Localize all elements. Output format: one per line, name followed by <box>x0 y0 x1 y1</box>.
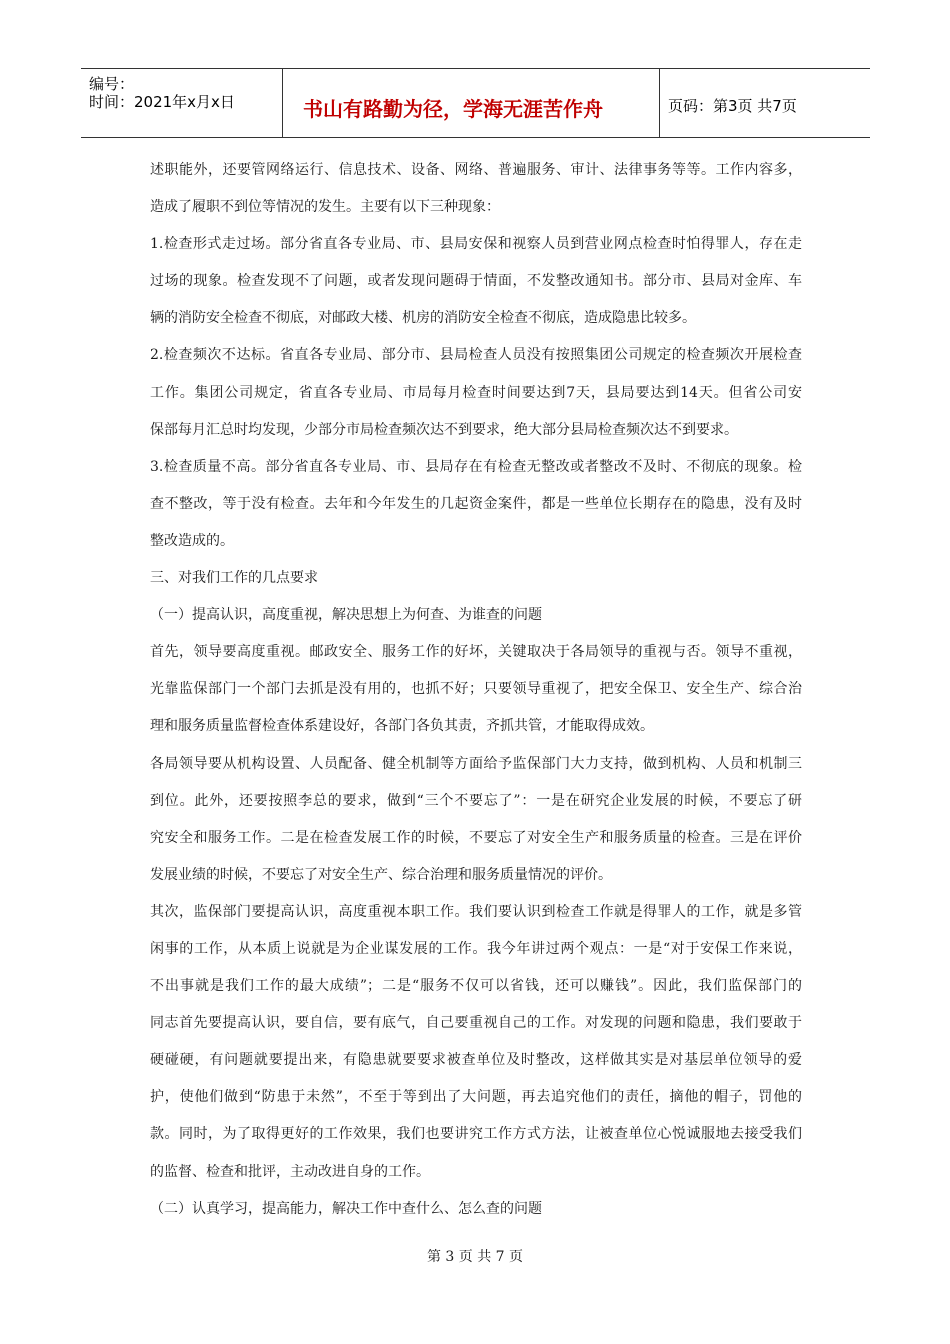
text-line: 理和服务质量监督检查体系建设好，各部门各负其责，齐抓共管，才能取得成效。 <box>150 718 654 735</box>
text-line: 三、对我们工作的几点要求 <box>150 570 318 587</box>
text-line: 同志首先要提高认识，要自信，要有底气，自己要重视自己的工作。对发现的问题和隐患，我们要敢于 <box>150 1015 802 1032</box>
text-line: 闲事的工作，从本质上说就是为企业谋发展的工作。我今年讲过两个观点：一是“对于安保工作来说， <box>150 940 802 957</box>
text-line: 的监督、检查和批评，主动改进自身的工作。 <box>150 1163 430 1180</box>
serial-label: 编号： <box>89 75 135 93</box>
text-line: 造成了履职不到位等情况的发生。主要有以下三种现象： <box>150 199 500 216</box>
text-line: 款。同时，为了取得更好的工作效果，我们也要讲究工作方式方法，让被查单位心悦诚服地去接受我们 <box>150 1126 802 1143</box>
text-line: 光靠监保部门一个部门去抓是没有用的，也抓不好；只要领导重视了，把安全保卫、安全生产、综合治 <box>150 681 802 698</box>
text-line: 其次，监保部门要提高认识，高度重视本职工作。我们要认识到检查工作就是得罪人的工作，就是多管 <box>150 903 802 920</box>
text-line: 保部每月汇总时均发现，少部分市局检查频次达不到要求，绝大部分县局检查频次达不到要求。 <box>150 421 738 438</box>
text-line: 3.检查质量不高。部分省直各专业局、市、县局存在有检查无整改或者整改不及时、不彻底的现象。检 <box>150 458 802 475</box>
text-line: 2.检查频次不达标。省直各专业局、部分市、县局检查人员没有按照集团公司规定的检查频次开展检查 <box>150 347 802 364</box>
text-line: （一）提高认识，高度重视，解决思想上为何查、为谁查的问题 <box>150 607 542 624</box>
header-motto-cell <box>283 69 660 137</box>
time-label: 时间：2021年x月x日 <box>89 93 235 111</box>
text-line: 辆的消防安全检查不彻底，对邮政大楼、机房的消防安全检查不彻底，造成隐患比较多。 <box>150 310 696 327</box>
text-line: 究安全和服务工作。二是在检查发展工作的时候，不要忘了对安全生产和服务质量的检查。三是在评价 <box>150 829 802 846</box>
text-line: 工作。集团公司规定，省直各专业局、市局每月检查时间要达到7天，县局要达到14天。但省公司安 <box>150 384 802 401</box>
text-line: 述职能外，还要管网络运行、信息技术、设备、网络、普遍服务、审计、法律事务等等。工作内容多， <box>150 162 802 178</box>
text-line: 到位。此外，还要按照李总的要求，做到“三个不要忘了”：一是在研究企业发展的时候，不要忘了研 <box>150 792 802 809</box>
header-meta-cell <box>81 69 283 137</box>
text-line: 护，使他们做到“防患于未然”，不至于等到出了大问题，再去追究他们的责任，摘他的帽子，罚他的 <box>150 1089 802 1106</box>
text-line: （二）认真学习，提高能力，解决工作中查什么、怎么查的问题 <box>150 1200 542 1217</box>
text-line: 硬碰硬，有问题就要提出来，有隐患就要要求被查单位及时整改，这样做其实是对基层单位领导的爱 <box>150 1052 802 1069</box>
text-line: 整改造成的。 <box>150 532 234 549</box>
text-line: 发展业绩的时候，不要忘了对安全生产、综合治理和服务质量情况的评价。 <box>150 866 612 883</box>
text-line: 不出事就是我们工作的最大成绩”；二是“服务不仅可以省钱，还可以赚钱”。因此，我们监保部门的 <box>150 978 802 995</box>
motto-text: 书山有路勤为径，学海无涯苦作舟 <box>303 97 603 121</box>
text-line: 首先，领导要高度重视。邮政安全、服务工作的好坏，关键取决于各局领导的重视与否。领导不重视， <box>150 644 802 661</box>
page-header <box>81 68 870 138</box>
document-body <box>150 152 802 1228</box>
text-line: 查不整改，等于没有检查。去年和今年发生的几起资金案件，都是一些单位长期存在的隐患，没有及时 <box>150 495 802 512</box>
page-number-label: 页码：第3页 共7页 <box>668 97 797 115</box>
text-line: 各局领导要从机构设置、人员配备、健全机制等方面给予监保部门大力支持，做到机构、人员和机制三 <box>150 755 802 772</box>
text-line: 1.检查形式走过场。部分省直各专业局、市、县局安保和视察人员到营业网点检查时怕得罪人，存在走 <box>150 236 802 253</box>
header-page-cell <box>660 69 870 137</box>
text-line: 过场的现象。检查发现不了问题，或者发现问题碍于情面，不发整改通知书。部分市、县局对金库、车 <box>150 273 802 290</box>
page-footer: 第 3 页 共 7 页 <box>426 1249 524 1265</box>
